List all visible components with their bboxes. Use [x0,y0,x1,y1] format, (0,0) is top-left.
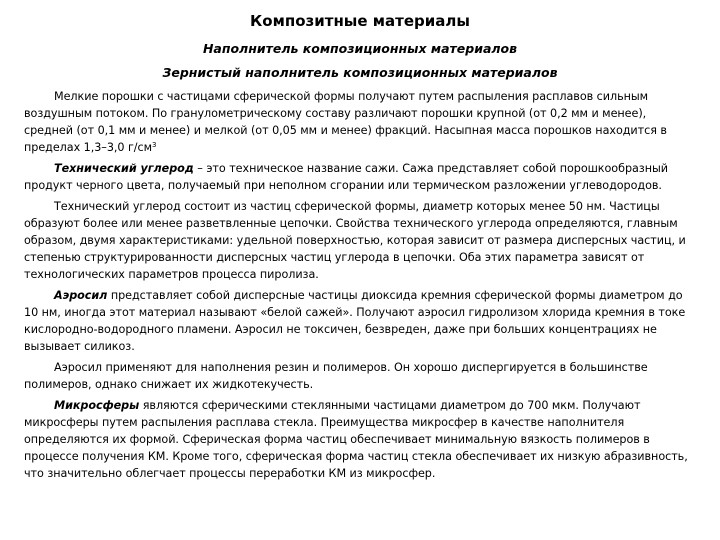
paragraph-aerosil [24,287,696,355]
paragraph-powders [24,88,696,156]
paragraph-aerosil-text: представляет собой дисперсные частицы диоксида кремния сферической формы диаметром до 10 нм, иногда этот материал называют «белой сажей». Получают аэросил гидролизом хлорида кремния в токе кислородно-водородного пламени. Аэросил не токсичен, безвреден, даже при больших концентрациях не вызывает силикоз. [24,289,686,353]
term-carbon-black: Технический углерод [54,162,194,175]
paragraph-carbon-black [24,160,696,194]
paragraph-carbon-structure: Технический углерод состоит из частиц сферической формы, диаметр которых менее 50 нм. Частицы образуют более или менее разветвленные цепочки. Свойства технического углерода определяются, главным образом, двумя характеристиками: удельной поверхностью, которая зависит от размера дисперсных частиц, и степенью структурированности дисперсных частиц углерода в цепочки. Оба этих параметра зависят от технологических параметров процесса пиролиза. [24,200,686,281]
paragraph-aerosil-use: Аэросил применяют для наполнения резин и полимеров. Он хорошо диспергируется в большинстве полимеров, однако снижает их жидкотекучесть. [24,361,648,391]
page-title: Композитные материалы [250,12,470,30]
paragraph-microspheres-text: являются сферическими стеклянными частицами диаметром до 700 мкм. Получают микросферы путем распыления расплава стекла. Преимущества микросфер в качестве наполнителя определяются их формой. Сферическая форма частиц обеспечивает минимальную вязкость полимеров в процессе получения КМ. Кроме того, сферическая форма частиц стекла обеспечивает их низкую абразивность, что значительно облегчает процессы переработки КМ из микросфер. [24,399,688,480]
paragraph-microspheres [24,397,696,482]
superscript-cubic: 3 [152,141,157,149]
term-microspheres: Микросферы [54,399,140,412]
paragraph-carbon-black-text: – это техническое название сажи. Сажа представляет собой порошкообразный продукт черного цвета, получаемый при неполном сгорании или термическом разложении углеводородов. [24,162,668,192]
paragraph-powders-text: Мелкие порошки с частицами сферической формы получают путем распыления расплавов сильным воздушным потоком. По гранулометрическому составу различают порошки крупной (от 0,2 мм и менее), средней (от 0,1 мм и менее) и мелкой (от 0,05 мм и менее) фракций. Насыпная масса порошков находится в пределах 1,3–3,0 г/см [24,90,667,154]
page-subtitle: Наполнитель композиционных материалов [202,41,518,56]
body-text [24,88,696,482]
term-aerosil: Аэросил [54,289,108,302]
section-heading: Зернистый наполнитель композиционных материалов [162,65,558,80]
